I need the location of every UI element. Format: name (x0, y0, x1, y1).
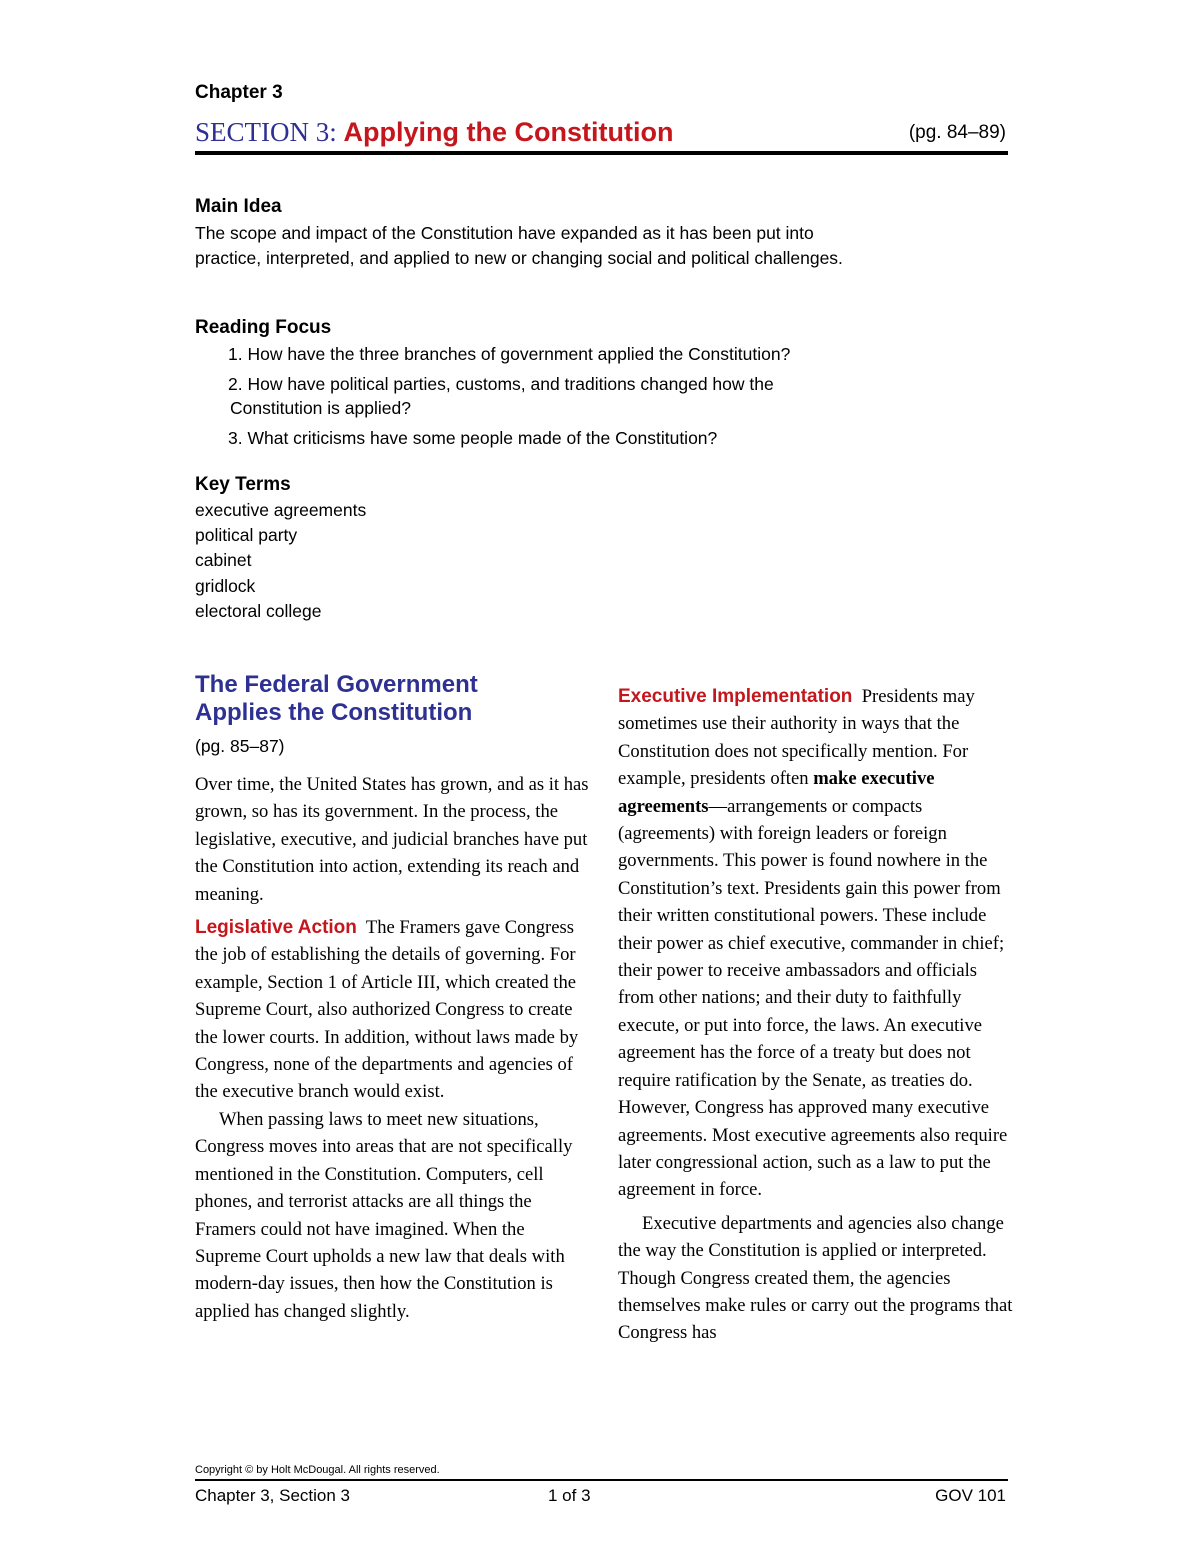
header-divider (195, 151, 1008, 155)
list-item: Constitution is applied? (230, 398, 411, 418)
footer-section-label: Chapter 3, Section 3 (195, 1486, 350, 1505)
list-item: political party (195, 525, 298, 546)
key-terms-heading: Key Terms (195, 474, 291, 495)
executive-paragraph (618, 683, 1013, 1204)
list-item: cabinet (195, 550, 252, 571)
section-name: Applying the Constitution (343, 117, 674, 147)
executive-agreements-term: make executive agreements (618, 768, 935, 817)
footer-divider (195, 1479, 1008, 1481)
list-item: 1. How have the three branches of government applied the Constitution? (228, 344, 791, 364)
federal-government-heading (195, 671, 590, 727)
left-column (195, 671, 590, 1325)
right-column (618, 683, 1013, 1347)
main-idea-text: The scope and impact of the Constitution have expanded as it has been put into practice, interpreted, and applied to new or changing social and political challenges. (195, 223, 843, 268)
copyright-notice: Copyright © by Holt McDougal. All rights reserved. (195, 1464, 440, 1476)
main-idea-heading: Main Idea (195, 196, 282, 217)
federal-page-range: (pg. 85–87) (195, 736, 285, 756)
reading-focus-heading: Reading Focus (195, 317, 332, 338)
section-title (195, 114, 673, 150)
chapter-label: Chapter 3 (195, 82, 283, 103)
executive-paragraph-2: Executive departments and agencies also change the way the Constitution is applied or interpreted. Though Congress created them, the agencies themselves make rules or carry out the programs that Congress has (618, 1212, 1013, 1344)
executive-text-b: —arrangements or compacts (agreements) with foreign leaders or foreign governments. This power is found nowhere in the Constitution’s text. Presidents gain this power from their written constitutional powers. These include their power as chief executive, commander in chief; their power to receive ambassadors and officials from other nations; and their duty to faithfully execute, or put into force, the laws. An executive agreement has the force of a treaty but does not require ratification by the Senate, as treaties do. However, Congress has approved many executive agreements. Most executive agreements also require later congressional action, such as a law to put the agreement in force. (618, 795, 1008, 1201)
heading-line: The Federal Government (195, 671, 478, 698)
intro-paragraph: Over time, the United States has grown, and as it has grown, so has its government. In the process, the legislative, executive, and judicial branches have put the Constitution into action, extending its reach and meaning. (195, 774, 589, 905)
section-page-range: (pg. 84–89) (908, 122, 1006, 143)
list-item: executive agreements (195, 500, 367, 520)
legislative-text: The Framers gave Congress the job of establishing the details of governing. For example, Section 1 of Article III, which created the Supreme Court, also authorized Congress to create the lower courts. In addition, without laws made by Congress, none of the departments and agencies of the executive branch would exist. (195, 917, 579, 1103)
reading-focus-list (228, 342, 888, 455)
section-number: SECTION 3: (195, 117, 337, 147)
list-item: electoral college (195, 600, 322, 621)
legislative-paragraph-2: When passing laws to meet new situations, Congress moves into areas that are not specifically mentioned in the Constitution. Computers, cell phones, and terrorist attacks are all things the Framers could not have imagined. When the Supreme Court upholds a new law that deals with modern-day issues, then how the Constitution is applied has changed slightly. (195, 1108, 573, 1322)
legislative-action-heading: Legislative Action (195, 917, 357, 939)
footer-course-code: GOV 101 (935, 1486, 1006, 1505)
list-item: gridlock (195, 575, 256, 596)
legislative-paragraph (195, 914, 590, 1106)
executive-text-a: Presidents may sometimes use their authority in ways that the Constitution does not specifically mention. For example, presidents often (618, 686, 975, 790)
heading-line: Applies the Constitution (195, 699, 473, 726)
executive-implementation-heading: Executive Implementation (618, 686, 853, 707)
list-item: 3. What criticisms have some people made of the Constitution? (228, 427, 718, 448)
footer-page-number: 1 of 3 (548, 1486, 591, 1505)
list-item: 2. How have political parties, customs, and traditions changed how the (228, 373, 774, 394)
key-terms-list (195, 498, 366, 624)
